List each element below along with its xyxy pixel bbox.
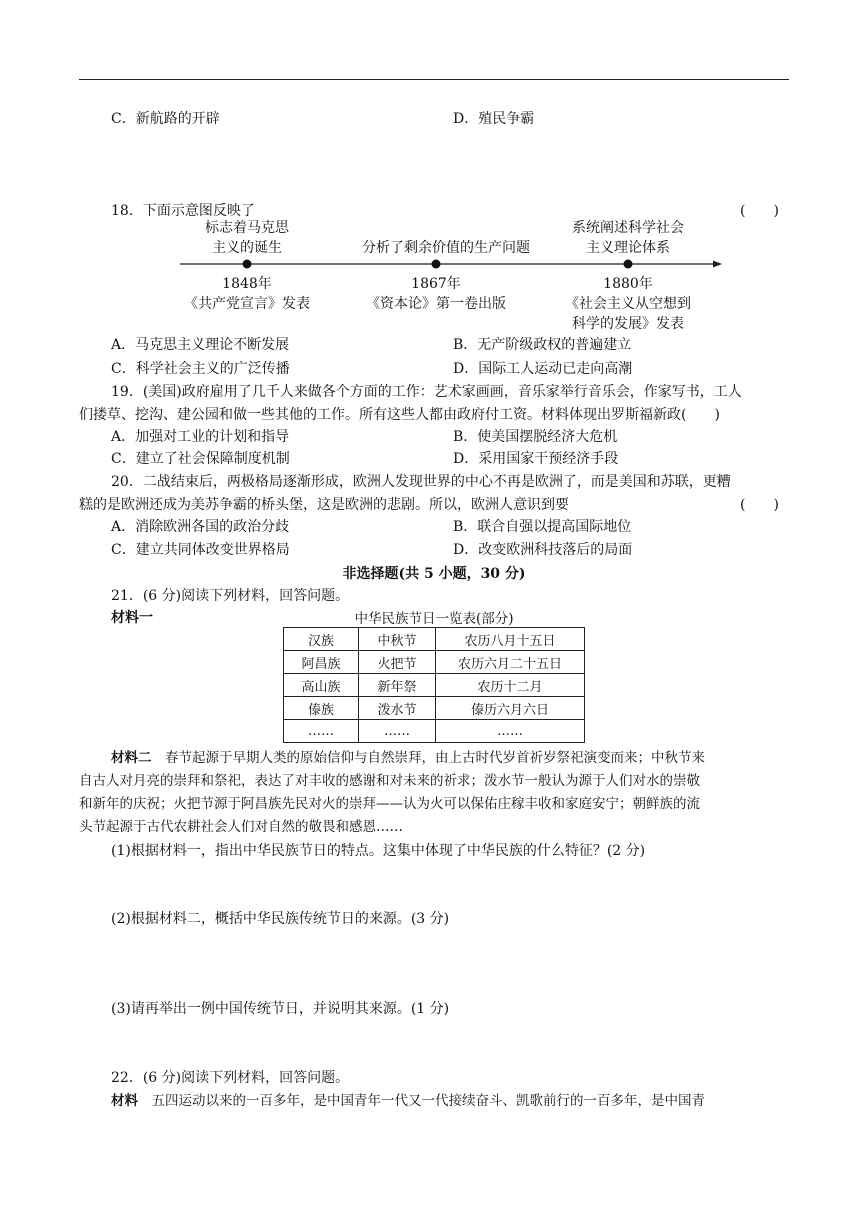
timeline-node-1-top-line-1: 标志着马克思 [205, 220, 289, 236]
table-cell: …… [284, 720, 359, 743]
q20-option-b: B．联合自强以提高国际地位 [453, 519, 632, 535]
table-cell: 农历六月二十五日 [436, 651, 585, 674]
q20-option-c: C．建立共同体改变世界格局 [111, 542, 290, 558]
q18-option-c: C．科学社会主义的广泛传播 [111, 361, 290, 377]
table-cell: 农历八月十五日 [436, 628, 585, 651]
timeline-node-2-top [356, 238, 536, 258]
timeline-node-3-bottom-line-1: 《社会主义从空想到 [565, 296, 691, 312]
q22-material-label: 材料 [111, 1093, 138, 1109]
q21-material2-text-1: 春节起源于早期人类的原始信仰与自然崇拜，由上古时代岁首祈岁祭祀演变而来；中秋节来 [165, 750, 705, 766]
timeline-node-2-year: 1867年 [411, 276, 461, 292]
q21-sub-question-2: (2)根据材料二，概括中华民族传统节日的来源。(3 分) [111, 911, 450, 927]
festival-table [283, 627, 585, 743]
table-row [284, 697, 585, 720]
q20-option-d: D．改变欧洲科技落后的局面 [453, 542, 633, 558]
timeline-dot-1880 [624, 260, 633, 269]
q20-option-a: A．消除欧洲各国的政治分歧 [111, 519, 290, 535]
table-cell: 新年祭 [359, 674, 436, 697]
q18-answer-paren: ( ) [740, 203, 779, 219]
q22-material-line-1 [111, 1089, 705, 1109]
q22-material-text: 五四运动以来的一百多年，是中国青年一代又一代接续奋斗、凯歌前行的一百多年，是中国青 [151, 1093, 705, 1109]
timeline-node-3-top-line-1: 系统阐述科学社会 [572, 220, 684, 236]
table-cell: …… [359, 720, 436, 743]
q18-option-d: D．国际工人运动已走向高潮 [453, 361, 633, 377]
section-title: 非选择题(共 5 小题，30 分) [342, 566, 526, 582]
q21-sub-question-3: (3)请再举出一例中国传统节日，并说明其来源。(1 分) [111, 1001, 450, 1017]
q19-stem-line-2: 们搂草、挖沟、建公园和做一些其他的工作。所有这些人都由政府付工资。材料体现出罗斯福新政( ) [79, 407, 720, 423]
timeline-node-1-bottom-line-1: 《共产党宣言》发表 [184, 296, 310, 312]
table-row [284, 720, 585, 743]
q19-option-a: A．加强对工业的计划和指导 [111, 429, 290, 445]
timeline-node-3-top-line-2: 主义理论体系 [586, 240, 670, 256]
table-title: 中华民族节日一览表(部分) [354, 611, 514, 627]
timeline-node-3-bottom [548, 274, 708, 334]
q17-option-d: D．殖民争霸 [453, 111, 535, 127]
timeline-axis [178, 256, 724, 272]
q21-material2-label: 材料二 [111, 750, 152, 766]
q21-stem: 21．(6 分)阅读下列材料，回答问题。 [111, 588, 350, 604]
table-row [284, 628, 585, 651]
timeline-node-2-top-line-1: 分析了剩余价值的生产问题 [362, 240, 530, 256]
timeline-arrow-icon [713, 261, 722, 268]
timeline-node-3-top [558, 218, 698, 258]
q18-stem: 18．下面示意图反映了 [111, 203, 255, 219]
timeline-node-1-top-line-2: 主义的诞生 [212, 240, 282, 256]
table-row [284, 674, 585, 697]
table-cell: …… [436, 720, 585, 743]
q19-option-b: B．使美国摆脱经济大危机 [453, 429, 618, 445]
q20-stem-line-2: 糕的是欧洲还成为美苏争霸的桥头堡，这是欧洲的悲剧。所以，欧洲人意识到要 [79, 497, 569, 513]
timeline-node-1-top [186, 218, 308, 258]
q19-option-d: D．采用国家干预经济手段 [453, 451, 619, 467]
q21-material2-line-1 [111, 746, 705, 766]
table-cell: 高山族 [284, 674, 359, 697]
timeline-node-2-bottom [356, 274, 516, 314]
table-row [284, 651, 585, 674]
q21-sub-question-1: (1)根据材料一，指出中华民族节日的特点。这集中体现了中华民族的什么特征？(2 分) [111, 843, 646, 859]
top-rule [79, 79, 789, 80]
q19-stem-line-1: 19．(美国)政府雇用了几千人来做各个方面的工作：艺术家画画，音乐家举行音乐会，作家写书，工人 [111, 384, 742, 400]
q18-option-b: B．无产阶级政权的普遍建立 [453, 337, 632, 353]
q22-stem: 22．(6 分)阅读下列材料，回答问题。 [111, 1070, 350, 1086]
q18-option-a: A．马克思主义理论不断发展 [111, 337, 290, 353]
q17-option-c: C．新航路的开辟 [111, 111, 220, 127]
timeline-node-1-year: 1848年 [222, 276, 272, 292]
table-cell: 农历十二月 [436, 674, 585, 697]
timeline-node-3-bottom-line-2: 科学的发展》发表 [572, 316, 684, 332]
q19-option-c: C．建立了社会保障制度机制 [111, 451, 290, 467]
timeline-node-3-year: 1880年 [603, 276, 653, 292]
timeline-node-1-bottom [167, 274, 327, 314]
q21-material2-line-4: 头节起源于古代农耕社会人们对自然的敬畏和感恩…… [79, 819, 403, 835]
table-cell: 中秋节 [359, 628, 436, 651]
q20-answer-paren: ( ) [740, 497, 779, 513]
q21-material1-label: 材料一 [111, 610, 153, 626]
timeline-dot-1867 [432, 260, 441, 269]
q21-material2-line-3: 和新年的庆祝；火把节源于阿昌族先民对火的崇拜——认为火可以保佑庄稼丰收和家庭安宁；朝鲜族的流 [79, 796, 700, 812]
q21-material2-line-2: 自古人对月亮的崇拜和祭祀，表达了对丰收的感谢和对未来的祈求；泼水节一般认为源于人们对水的崇敬 [79, 773, 700, 789]
table-cell: 泼水节 [359, 697, 436, 720]
timeline-node-2-bottom-line-1: 《资本论》第一卷出版 [366, 296, 506, 312]
table-cell: 汉族 [284, 628, 359, 651]
table-cell: 傣历六月六日 [436, 697, 585, 720]
q20-stem-line-1: 20．二战结束后，两极格局逐渐形成，欧洲人发现世界的中心不再是欧洲了，而是美国和苏联，更糟 [111, 474, 731, 490]
table-cell: 傣族 [284, 697, 359, 720]
table-cell: 火把节 [359, 651, 436, 674]
table-cell: 阿昌族 [284, 651, 359, 674]
timeline-dot-1848 [243, 260, 252, 269]
